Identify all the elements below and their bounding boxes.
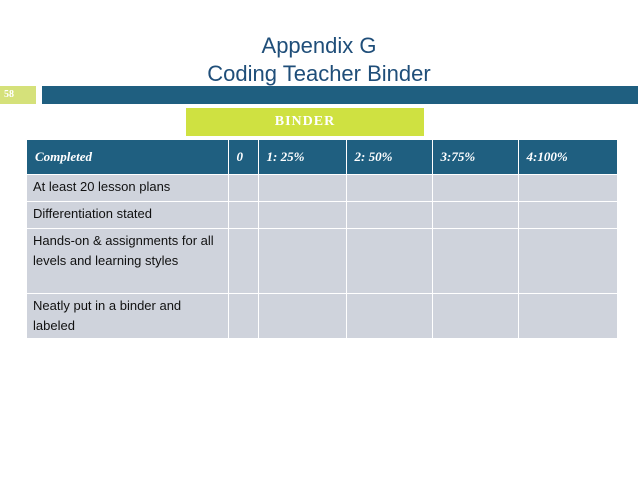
table-row — [27, 229, 617, 294]
header-score-2: 2: 50% — [346, 140, 432, 175]
header-completed: Completed — [27, 140, 228, 175]
criterion-cell: Differentiation stated — [27, 202, 228, 229]
header-score-3: 3:75% — [432, 140, 518, 175]
score-cell — [346, 202, 432, 229]
score-cell — [228, 294, 258, 339]
score-cell — [432, 202, 518, 229]
slide-title — [0, 32, 638, 88]
score-cell — [346, 229, 432, 294]
score-cell — [432, 175, 518, 202]
score-cell — [228, 175, 258, 202]
section-label: BINDER — [186, 108, 424, 136]
score-cell — [432, 229, 518, 294]
score-cell — [346, 294, 432, 339]
score-cell — [518, 294, 617, 339]
score-cell — [258, 294, 346, 339]
criterion-cell: Neatly put in a binder and labeled — [27, 294, 228, 339]
criterion-cell: Hands-on & assignments for all levels and learning styles — [27, 229, 228, 294]
score-cell — [228, 229, 258, 294]
score-cell — [432, 294, 518, 339]
title-line-2: Coding Teacher Binder — [207, 61, 431, 86]
score-cell — [518, 175, 617, 202]
header-divider-bar — [42, 86, 638, 104]
table-row — [27, 175, 617, 202]
header-score-1: 1: 25% — [258, 140, 346, 175]
score-cell — [258, 202, 346, 229]
table-row — [27, 294, 617, 339]
score-cell — [518, 229, 617, 294]
table-row — [27, 202, 617, 229]
score-cell — [518, 202, 617, 229]
score-cell — [258, 229, 346, 294]
rubric-table — [27, 140, 618, 338]
score-cell — [346, 175, 432, 202]
title-line-1: Appendix G — [261, 33, 377, 58]
header-score-0: 0 — [228, 140, 258, 175]
header-score-4: 4:100% — [518, 140, 617, 175]
score-cell — [228, 202, 258, 229]
table-header-row — [27, 140, 617, 175]
score-cell — [258, 175, 346, 202]
page-number: 58 — [4, 89, 14, 100]
criterion-cell: At least 20 lesson plans — [27, 175, 228, 202]
